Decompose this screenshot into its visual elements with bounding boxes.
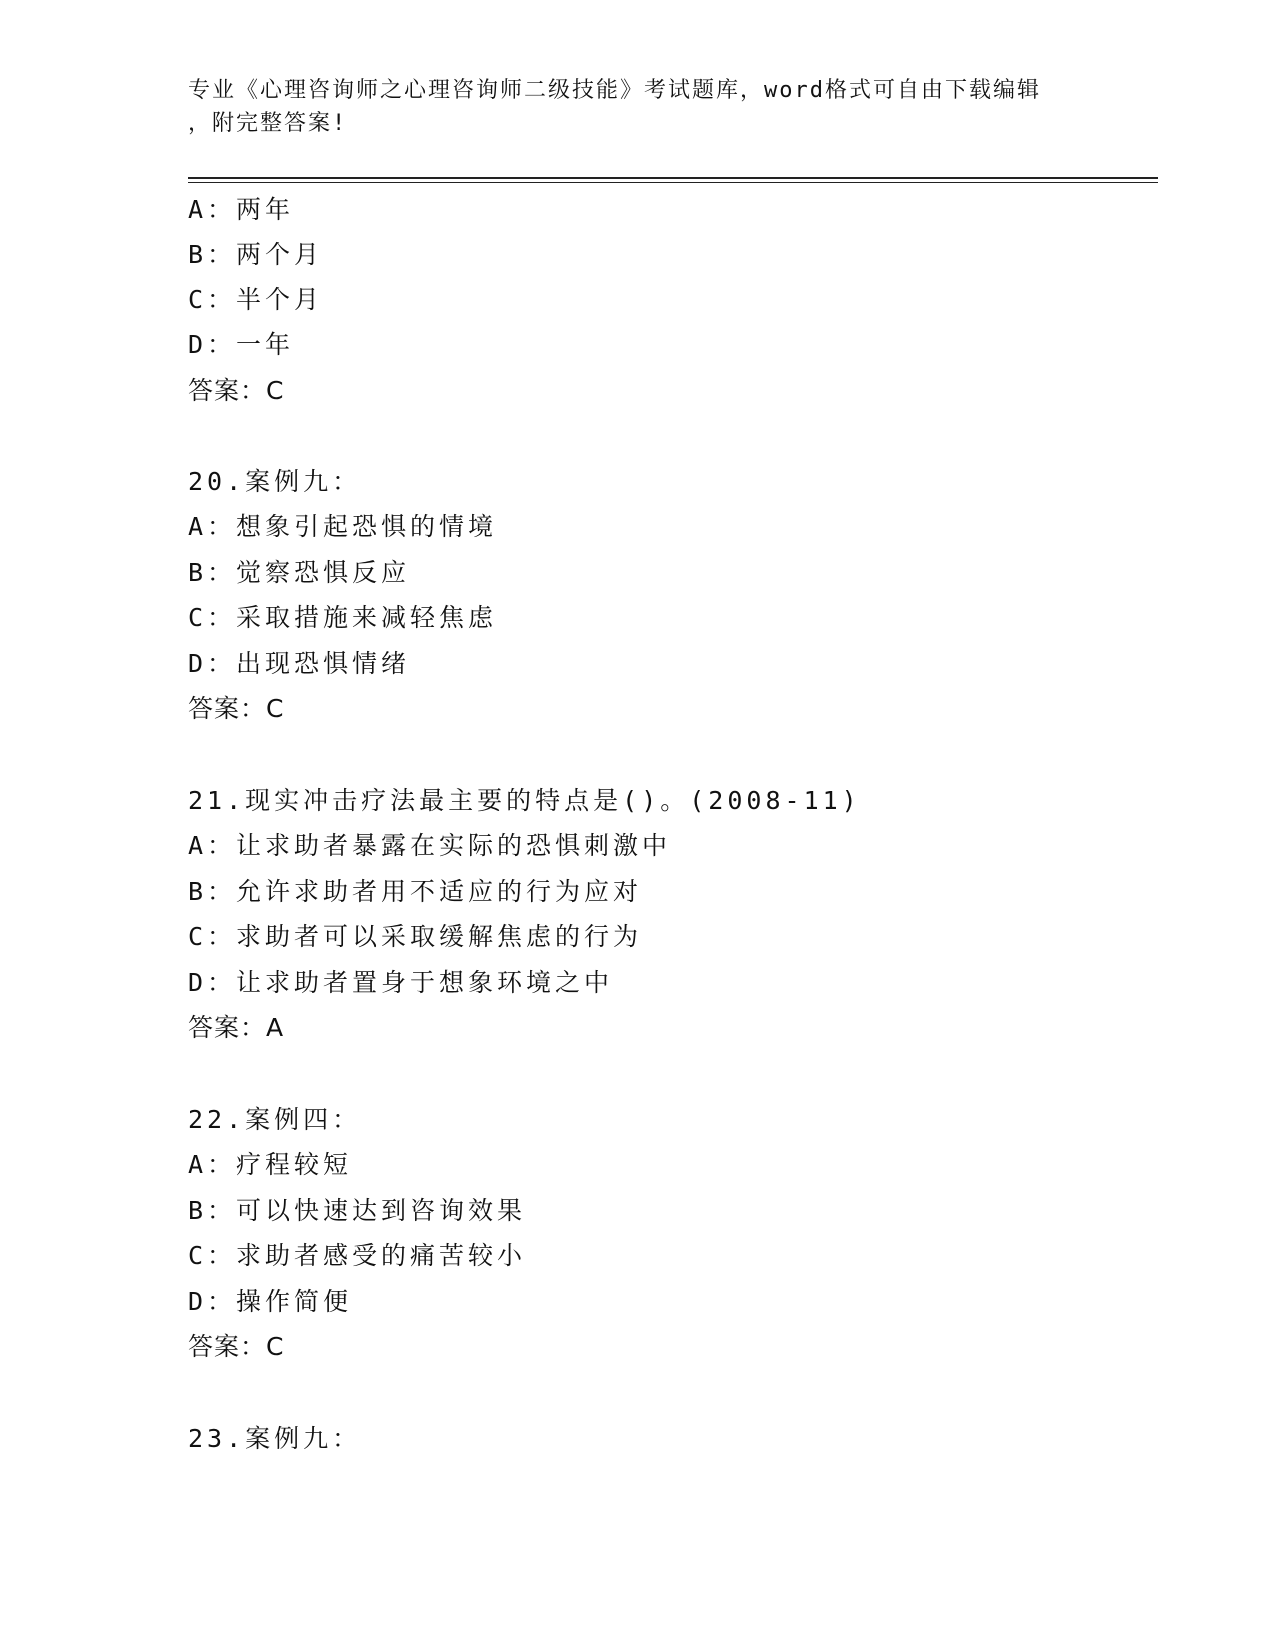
option-b: B：可以快速达到咨询效果 bbox=[188, 1196, 527, 1225]
option-b: B：觉察恐惧反应 bbox=[188, 558, 411, 587]
document-header bbox=[188, 74, 1088, 140]
answer: 答案：C bbox=[188, 694, 285, 723]
option-c: C：求助者可以采取缓解焦虑的行为 bbox=[188, 922, 643, 951]
answer: 答案：C bbox=[188, 1332, 285, 1361]
option-d: D：操作简便 bbox=[188, 1287, 353, 1316]
answer: 答案：A bbox=[188, 1013, 285, 1042]
question-20-stem: 20.案例九： bbox=[188, 467, 362, 496]
question-22-stem: 22.案例四： bbox=[188, 1105, 362, 1134]
header-line-2: ，附完整答案! bbox=[188, 111, 348, 136]
option-d: D：出现恐惧情绪 bbox=[188, 649, 411, 678]
option-d: D：让求助者置身于想象环境之中 bbox=[188, 968, 614, 997]
option-b: B：允许求助者用不适应的行为应对 bbox=[188, 877, 643, 906]
question-21-stem: 21.现实冲击疗法最主要的特点是()。(2008-11) bbox=[188, 786, 861, 815]
question-23-stem: 23.案例九： bbox=[188, 1424, 362, 1453]
option-d: D：一年 bbox=[188, 330, 295, 359]
option-c: C：采取措施来减轻焦虑 bbox=[188, 603, 498, 632]
option-a: A：两年 bbox=[188, 195, 295, 224]
option-b: B：两个月 bbox=[188, 240, 324, 269]
option-c: C：半个月 bbox=[188, 285, 324, 314]
header-divider bbox=[188, 177, 1158, 183]
option-a: A：疗程较短 bbox=[188, 1150, 353, 1179]
answer: 答案：C bbox=[188, 376, 285, 405]
option-c: C：求助者感受的痛苦较小 bbox=[188, 1241, 527, 1270]
header-line-1: 专业《心理咨询师之心理咨询师二级技能》考试题库，word格式可自由下载编辑 bbox=[188, 78, 1041, 103]
option-a: A：让求助者暴露在实际的恐惧刺激中 bbox=[188, 831, 672, 860]
option-a: A：想象引起恐惧的情境 bbox=[188, 512, 498, 541]
